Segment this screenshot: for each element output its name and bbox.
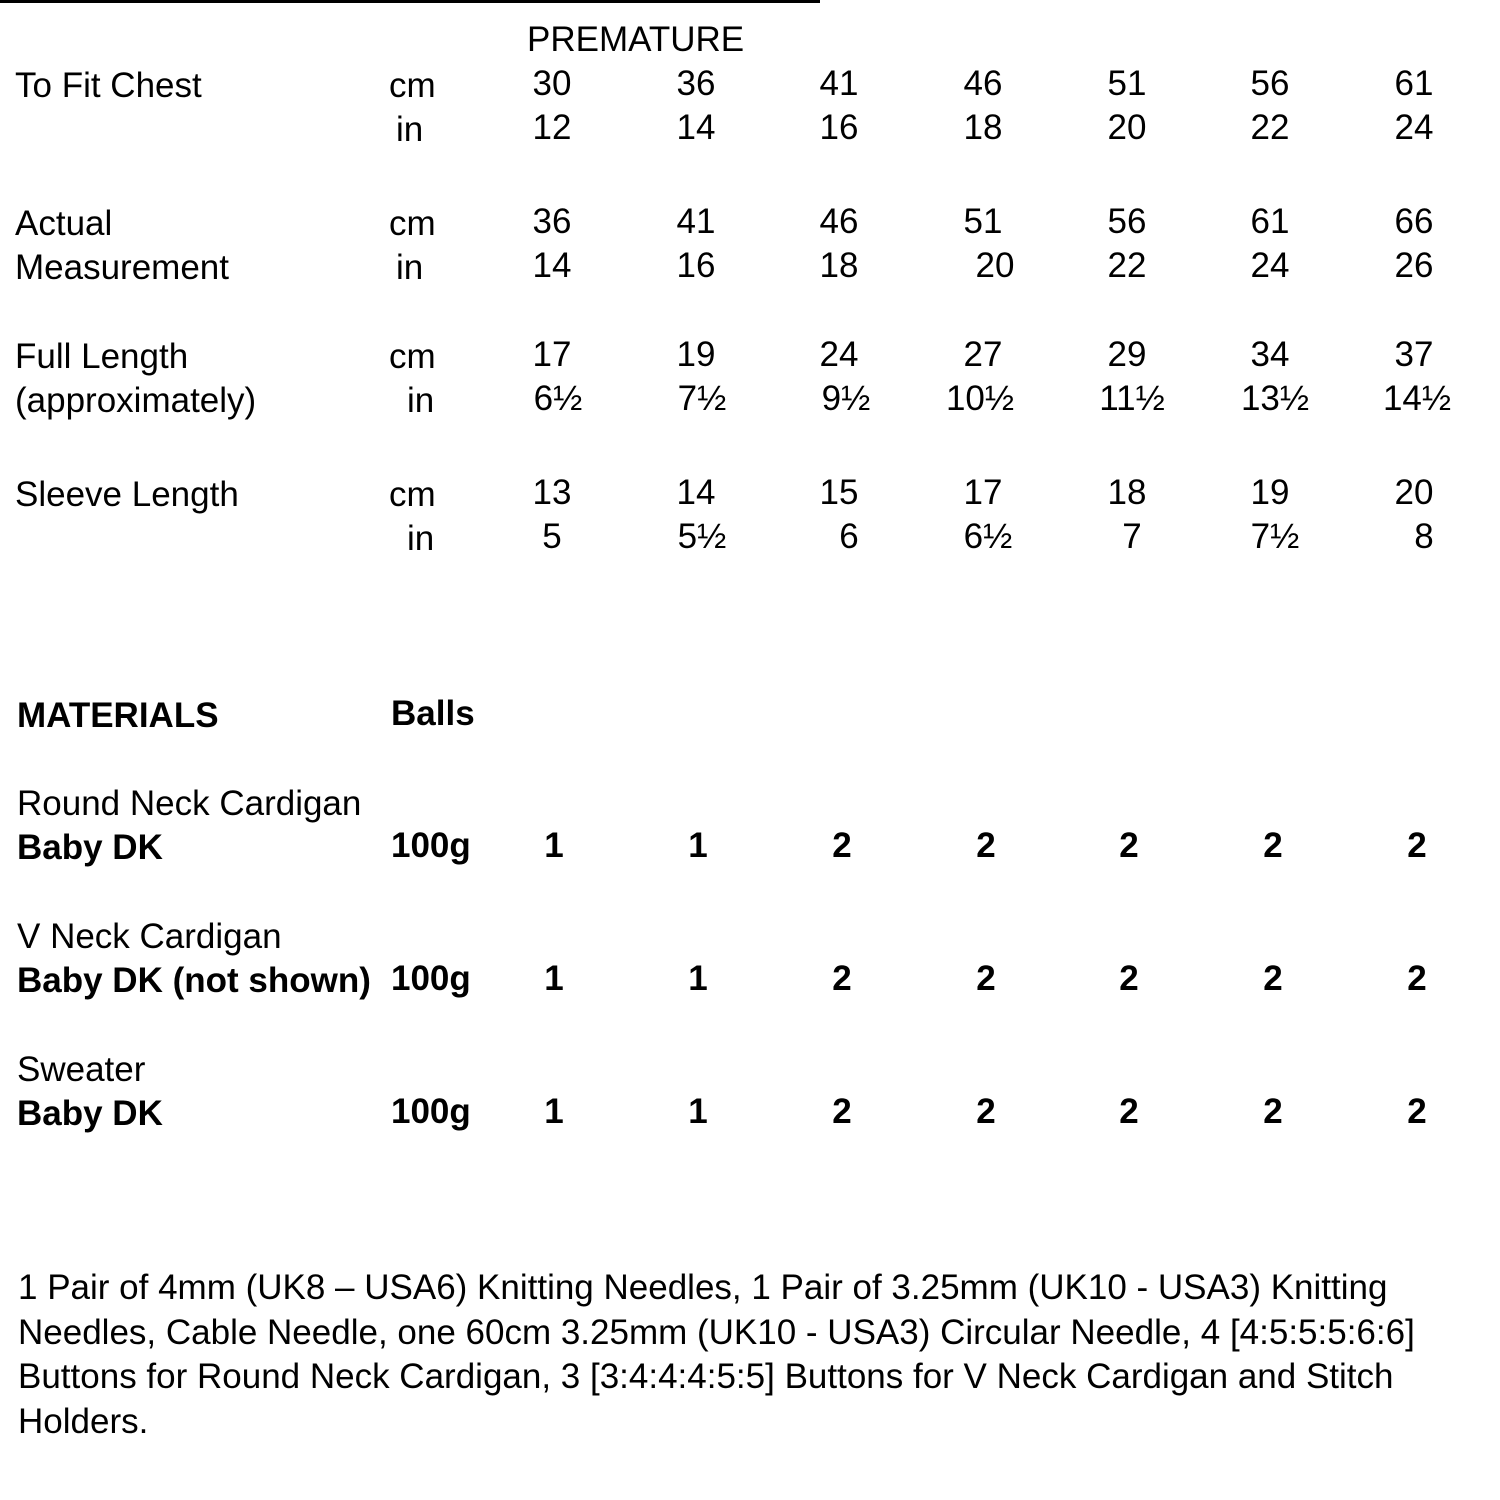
ball-count: 2 xyxy=(1407,1092,1427,1131)
ball-count: 2 xyxy=(1119,826,1139,865)
size-header: PREMATURE xyxy=(527,20,745,59)
ball-count: 1 xyxy=(544,826,564,865)
value-cell: 6½ xyxy=(533,379,583,418)
ball-count: 1 xyxy=(544,1092,564,1131)
ball-count: 2 xyxy=(976,1092,996,1131)
value-cell: 20 xyxy=(975,246,1015,285)
value-cell: 6 xyxy=(839,517,859,556)
value-cell: 24 xyxy=(1250,246,1290,285)
measurement-label: (approximately) xyxy=(15,381,257,420)
value-cell: 14 xyxy=(676,108,716,147)
ball-count: 2 xyxy=(1119,1092,1139,1131)
ball-count: 2 xyxy=(1407,826,1427,865)
value-cell: 18 xyxy=(963,108,1003,147)
value-cell: 10½ xyxy=(945,379,1015,418)
garment-name: Round Neck Cardigan xyxy=(17,784,362,823)
ball-count: 2 xyxy=(1119,959,1139,998)
measurement-label: Actual xyxy=(15,204,113,243)
value-cell: 7 xyxy=(1122,517,1142,556)
value-cell: 18 xyxy=(819,246,859,285)
value-cell: 15 xyxy=(819,473,859,512)
value-cell: 14 xyxy=(676,473,716,512)
ball-count: 2 xyxy=(832,959,852,998)
yarn-name: Baby DK xyxy=(17,828,163,867)
ball-count: 2 xyxy=(832,1092,852,1131)
unit-cm: cm xyxy=(389,337,436,376)
value-cell: 13½ xyxy=(1240,379,1310,418)
value-cell: 26 xyxy=(1394,246,1434,285)
value-cell: 56 xyxy=(1107,202,1147,241)
ball-count: 2 xyxy=(832,826,852,865)
value-cell: 13 xyxy=(532,473,572,512)
value-cell: 19 xyxy=(676,335,716,374)
ball-count: 2 xyxy=(1263,959,1283,998)
value-cell: 29 xyxy=(1107,335,1147,374)
ball-count: 2 xyxy=(976,826,996,865)
unit-in: in xyxy=(396,248,424,287)
value-cell: 36 xyxy=(532,202,572,241)
yarn-weight: 100g xyxy=(391,1092,471,1131)
measurement-label: Measurement xyxy=(15,248,229,287)
ball-count: 2 xyxy=(1263,826,1283,865)
ball-count: 1 xyxy=(688,826,708,865)
value-cell: 30 xyxy=(532,64,572,103)
value-cell: 34 xyxy=(1250,335,1290,374)
value-cell: 22 xyxy=(1250,108,1290,147)
value-cell: 17 xyxy=(532,335,572,374)
value-cell: 8 xyxy=(1414,517,1434,556)
yarn-weight: 100g xyxy=(391,959,471,998)
value-cell: 41 xyxy=(676,202,716,241)
value-cell: 36 xyxy=(676,64,716,103)
unit-cm: cm xyxy=(389,66,436,105)
materials-heading: MATERIALS xyxy=(17,696,219,735)
garment-name: V Neck Cardigan xyxy=(17,917,282,956)
value-cell: 16 xyxy=(819,108,859,147)
value-cell: 12 xyxy=(532,108,572,147)
needles-and-notions-note: 1 Pair of 4mm (UK8 – USA6) Knitting Needles, 1 Pair of 3.25mm (UK10 - USA3) Knitting Needles, Cable Needle, one 60cm 3.25mm (UK10 - USA3) Circular Needle, 4 [4:5:5:5:6:6] Buttons for Round Neck Cardigan, 3 [3:4:4:4:5:5] Buttons for V Neck Cardigan and Stitch Holders. xyxy=(18,1268,1415,1441)
value-cell: 19 xyxy=(1250,473,1290,512)
yarn-name: Baby DK (not shown) xyxy=(17,961,371,1000)
ball-count: 2 xyxy=(1407,959,1427,998)
unit-in: in xyxy=(396,110,424,149)
value-cell: 16 xyxy=(676,246,716,285)
value-cell: 17 xyxy=(963,473,1003,512)
value-cell: 37 xyxy=(1394,335,1434,374)
garment-name: Sweater xyxy=(17,1050,146,1089)
value-cell: 41 xyxy=(819,64,859,103)
value-cell: 46 xyxy=(819,202,859,241)
value-cell: 9½ xyxy=(821,379,871,418)
value-cell: 7½ xyxy=(677,379,727,418)
value-cell: 51 xyxy=(963,202,1003,241)
value-cell: 14 xyxy=(532,246,572,285)
value-cell: 5½ xyxy=(677,517,727,556)
ball-count: 2 xyxy=(976,959,996,998)
value-cell: 5 xyxy=(542,517,562,556)
value-cell: 6½ xyxy=(963,517,1013,556)
value-cell: 61 xyxy=(1394,64,1434,103)
top-rule xyxy=(0,0,820,3)
ball-count: 2 xyxy=(1263,1092,1283,1131)
value-cell: 46 xyxy=(963,64,1003,103)
value-cell: 14½ xyxy=(1382,379,1452,418)
value-cell: 20 xyxy=(1394,473,1434,512)
value-cell: 51 xyxy=(1107,64,1147,103)
value-cell: 24 xyxy=(1394,108,1434,147)
value-cell: 11½ xyxy=(1099,379,1165,418)
unit-in: in xyxy=(407,519,435,558)
yarn-name: Baby DK xyxy=(17,1094,163,1133)
value-cell: 18 xyxy=(1107,473,1147,512)
measurement-label: Sleeve Length xyxy=(15,475,239,514)
yarn-weight: 100g xyxy=(391,826,471,865)
value-cell: 61 xyxy=(1250,202,1290,241)
value-cell: 20 xyxy=(1107,108,1147,147)
balls-label: Balls xyxy=(391,694,475,733)
value-cell: 27 xyxy=(963,335,1003,374)
unit-cm: cm xyxy=(389,204,436,243)
value-cell: 24 xyxy=(819,335,859,374)
value-cell: 66 xyxy=(1394,202,1434,241)
value-cell: 56 xyxy=(1250,64,1290,103)
value-cell: 7½ xyxy=(1250,517,1300,556)
ball-count: 1 xyxy=(688,959,708,998)
ball-count: 1 xyxy=(688,1092,708,1131)
measurement-label: Full Length xyxy=(15,337,189,376)
ball-count: 1 xyxy=(544,959,564,998)
unit-in: in xyxy=(407,381,435,420)
measurement-label: To Fit Chest xyxy=(15,66,202,105)
value-cell: 22 xyxy=(1107,246,1147,285)
unit-cm: cm xyxy=(389,475,436,514)
